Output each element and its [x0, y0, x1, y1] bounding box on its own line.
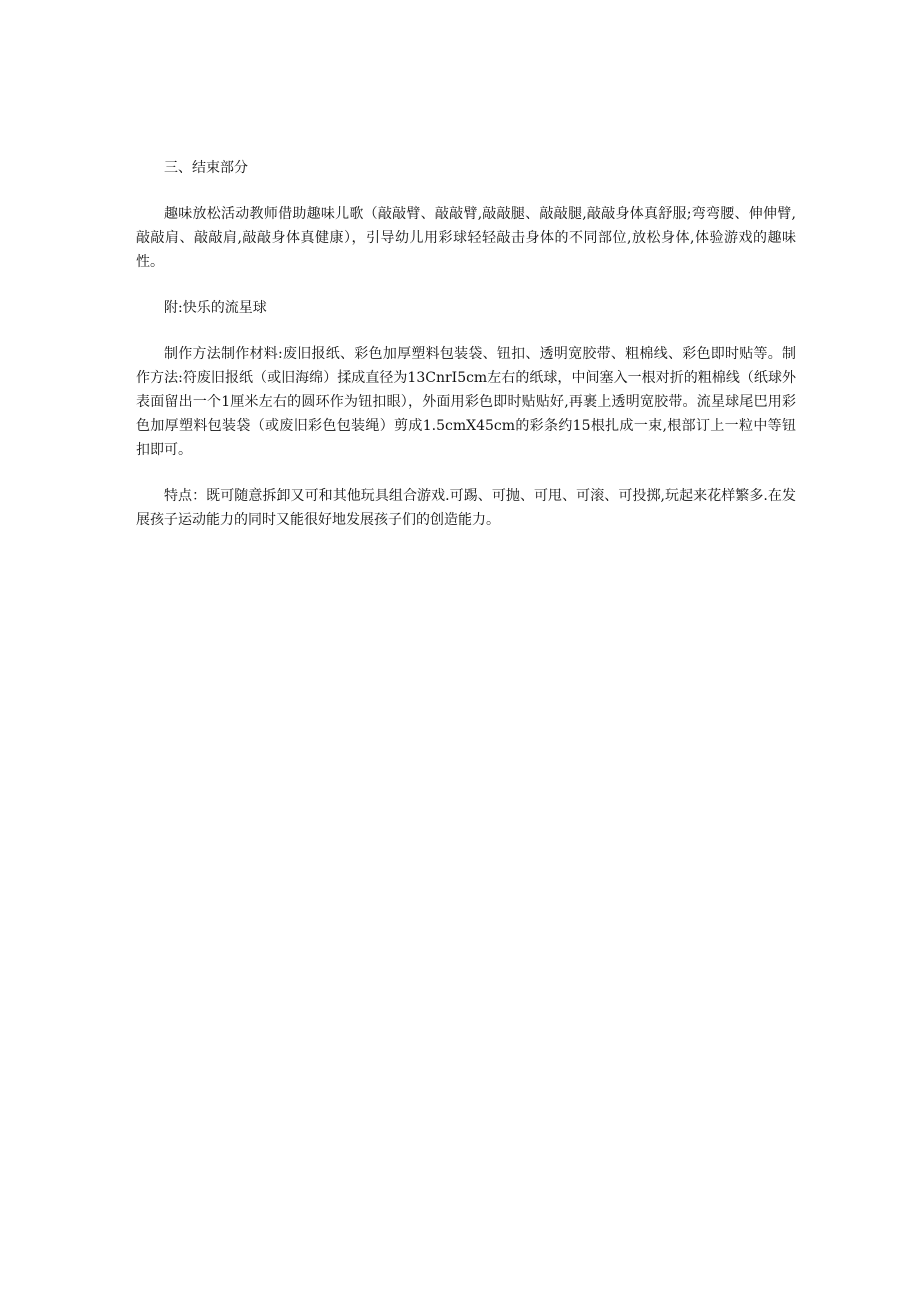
- closing-activity-paragraph: 趣味放松活动教师借助趣味儿歌（敲敲臂、敲敲臂,敲敲腿、敲敲腿,敲敲身体真舒服;弯弯腰、伸伸臂,敲敲肩、敲敲肩,敲敲身体真健康），引导幼儿用彩球轻轻敲击身体的不同部位,放松身体,体验游戏的趣味性。: [136, 206, 796, 270]
- document-body: [136, 156, 796, 554]
- appendix-heading: 附:快乐的流星球: [164, 300, 267, 316]
- making-method-paragraph: 制作方法制作材料:废旧报纸、彩色加厚塑料包装袋、钮扣、透明宽胶带、粗棉线、彩色即时贴等。制作方法:符废旧报纸（或旧海绵）揉成直径为13CnrI5cm左右的纸球，中间塞入一根对折的粗棉线（纸球外表面留出一个1厘米左右的圆环作为钮扣眼），外面用彩色即时贴贴好,再裹上透明宽胶带。流星球尾巴用彩色加厚塑料包装袋（或废旧彩色包装绳）剪成1.5cmX45cm的彩条约15根扎成一束,根部订上一粒中等钮扣即可。: [136, 346, 796, 458]
- features-paragraph: 特点：既可随意拆卸又可和其他玩具组合游戏.可踢、可抛、可甩、可滚、可投掷,玩起来花样繁多.在发展孩子运动能力的同时又能很好地发展孩子们的创造能力。: [136, 488, 796, 528]
- section-heading: 三、结束部分: [164, 160, 248, 176]
